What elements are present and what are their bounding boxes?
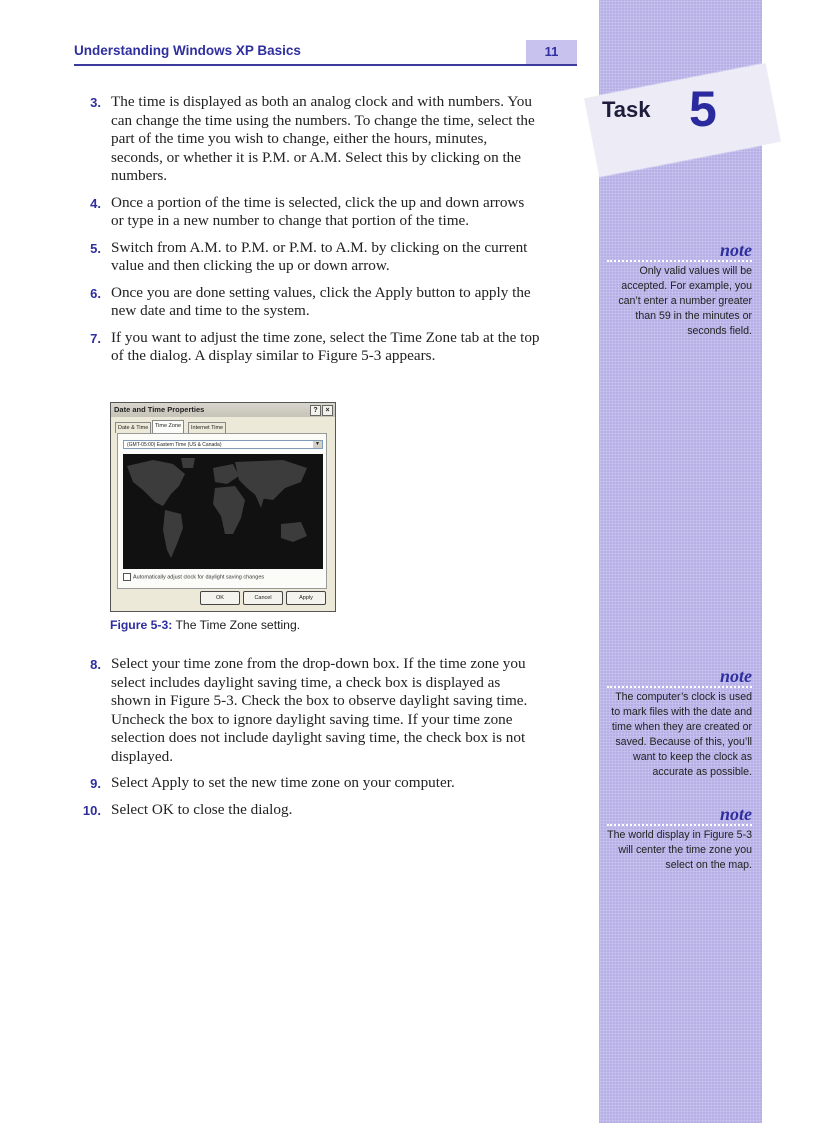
australia-shape	[281, 522, 307, 542]
tab-date-time[interactable]: Date & Time	[115, 422, 151, 433]
step-text: Select OK to close the dialog.	[111, 800, 293, 818]
africa-shape	[213, 486, 245, 534]
north-america-shape	[127, 460, 185, 506]
step-number: 6.	[90, 285, 101, 301]
page-number: 11	[526, 40, 577, 64]
checkbox-label: Automatically adjust clock for daylight saving changes	[133, 574, 265, 581]
dialog-title: Date and Time Properties	[114, 405, 205, 414]
chapter-title: Understanding Windows XP Basics	[74, 43, 301, 58]
note-text: The world display in Figure 5-3 will center the time zone you select on the map.	[607, 829, 752, 871]
tab-internet-time[interactable]: Internet Time	[188, 422, 226, 433]
step-item	[74, 329, 540, 366]
sidebar-note	[607, 804, 752, 873]
step-number: 4.	[90, 195, 101, 211]
step-number: 10.	[82, 802, 101, 818]
step-text: Select your time zone from the drop-down box. If the time zone you select includes daylight saving time, a check box is displayed as shown in Figure 5-3. Check the box to observe daylight saving time. Uncheck the box to ignore daylight saving time. If your time zone selection does not include daylight saving time, the check box is not displayed.	[111, 655, 528, 765]
ok-button[interactable]: OK	[200, 591, 240, 605]
chevron-down-icon[interactable]: ▼	[313, 441, 322, 448]
step-list-top	[74, 93, 540, 374]
task-label: Task	[602, 97, 651, 122]
note-heading: note	[607, 666, 752, 688]
time-zone-screenshot	[110, 402, 336, 612]
time-zone-panel	[117, 433, 327, 589]
time-zone-value: (GMT-05:00) Eastern Time (US & Canada)	[127, 442, 222, 448]
note-heading: note	[607, 240, 752, 262]
sidebar-note	[607, 666, 752, 780]
step-item	[74, 239, 540, 276]
step-number: 8.	[90, 657, 101, 672]
step-text: Select Apply to set the new time zone on your computer.	[111, 774, 455, 791]
step-item	[74, 774, 540, 793]
step-item	[74, 284, 540, 321]
page-header	[74, 40, 577, 66]
step-number: 5.	[90, 240, 101, 256]
sidebar-note	[607, 240, 752, 339]
help-icon[interactable]: ?	[310, 405, 321, 416]
step-item	[74, 801, 540, 820]
greenland-shape	[181, 458, 195, 468]
step-text: Switch from A.M. to P.M. or P.M. to A.M. by clicking on the current value and then clicking the up or down arrow.	[111, 238, 528, 274]
note-heading: note	[607, 804, 752, 826]
step-item	[74, 655, 540, 766]
step-number: 9.	[90, 776, 101, 791]
figure-caption	[110, 618, 300, 632]
step-text: Once a portion of the time is selected, click the up and down arrows or type in a new number to change that portion of the time.	[111, 193, 525, 229]
caption-label: Figure 5-3:	[110, 618, 173, 632]
daylight-saving-checkbox[interactable]	[123, 573, 131, 581]
tab-time-zone[interactable]: Time Zone	[152, 420, 184, 433]
south-america-shape	[163, 510, 183, 558]
step-item	[74, 194, 540, 231]
caption-text: The Time Zone setting.	[175, 618, 301, 632]
close-icon[interactable]: ×	[322, 405, 333, 416]
europe-shape	[213, 464, 239, 484]
step-item	[74, 93, 540, 186]
task-number: 5	[689, 81, 717, 137]
time-zone-dropdown[interactable]	[123, 440, 323, 449]
step-text: Once you are done setting values, click the Apply button to apply the new date and time to the system.	[111, 283, 531, 319]
step-text: If you want to adjust the time zone, select the Time Zone tab at the top of the dialog. A display similar to Figure 5-3 appears.	[111, 328, 540, 364]
dialog-titlebar	[111, 403, 335, 417]
daylight-saving-option[interactable]	[123, 573, 264, 581]
india-shape	[255, 494, 265, 508]
world-map	[123, 454, 323, 569]
step-list-bottom	[74, 655, 540, 827]
note-text: Only valid values will be accepted. For example, you can’t enter a number greater than 59 in the minutes or seconds field.	[618, 265, 752, 337]
step-number: 7.	[90, 330, 101, 346]
asia-shape	[235, 460, 307, 500]
cancel-button[interactable]: Cancel	[243, 591, 283, 605]
note-text: The computer’s clock is used to mark files with the date and time when they are created or saved. Because of this, you’ll want to keep the clock as accurate as possible.	[611, 691, 752, 778]
step-text: The time is displayed as both an analog clock and with numbers. You can change the time using the numbers. To change the time, select the part of the time you wish to change, either the hours, minutes, seconds, or whether it is P.M. or A.M. Select this by clicking on the numbers.	[111, 93, 535, 184]
apply-button[interactable]: Apply	[286, 591, 326, 605]
step-number: 3.	[90, 95, 101, 110]
